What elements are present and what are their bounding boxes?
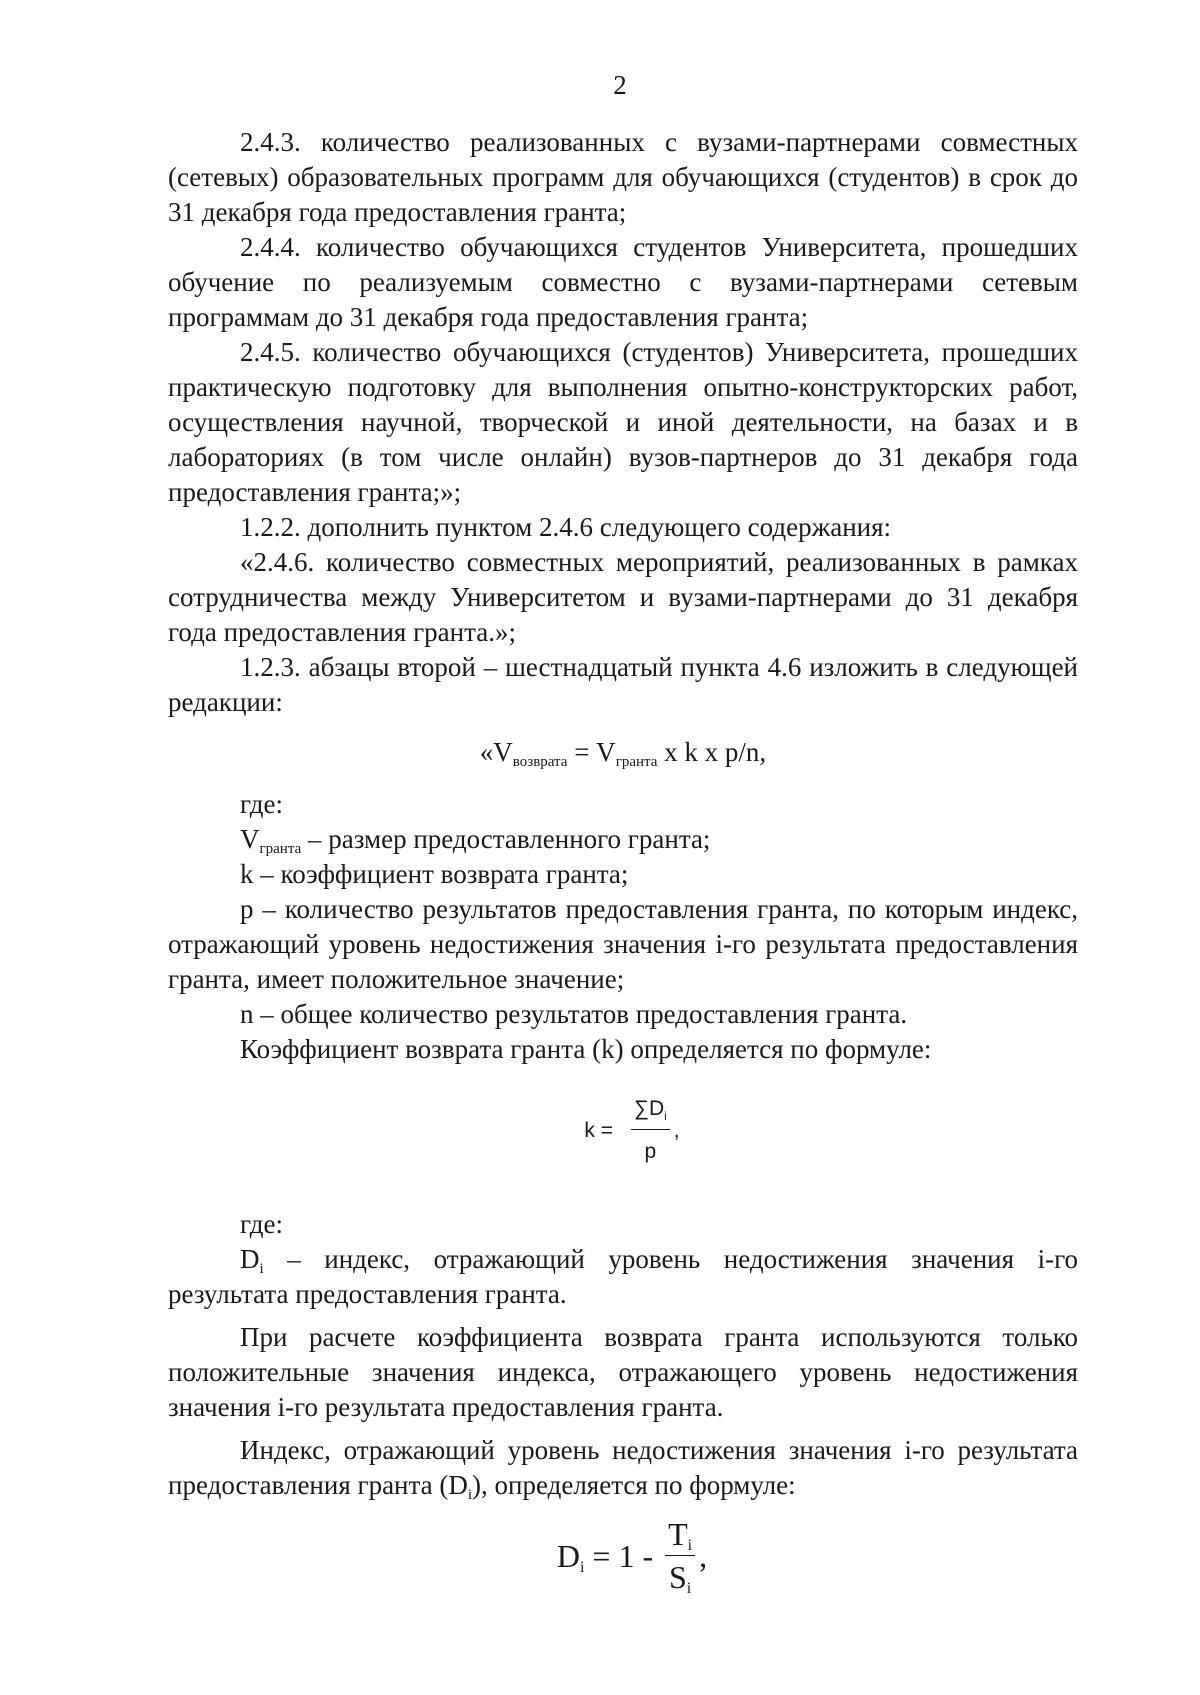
where-label-2: где: (240, 1209, 283, 1239)
paragraph-2-4-3: 2.4.3. количество реализованных с вузами-партнерами совместных (сетевых) образовательных программ для обучающихся (студентов) в срок до 31 декабря года предоставления гранта; (168, 127, 1078, 227)
k-formula-intro: Коэффициент возврата гранта (k) определяется по формуле: (240, 1034, 932, 1064)
paragraph-1-2-2: 1.2.2. дополнить пунктом 2.4.6 следующего содержания: (240, 512, 892, 542)
formula-v-return: «$V_{возврата} = V_{гранта}$ x k x p/n, (479, 737, 767, 770)
page-number: 2 (613, 70, 627, 100)
index-formula-intro: Индекс, отражающий уровень недостижения значения i-го результата предоставления гранта $(D_i)$, определяется по формуле: (168, 1435, 1078, 1503)
paragraph-2-4-5: 2.4.5. количество обучающихся (студентов) Университета, прошедших практическую подготовку для выполнения опытно-конструкторских работ, осуществления научной, творческой и иной деятельности, на базах и в лабораториях (в том числе онлайн) вузов-партнеров до 31 декабря года предоставления гранта;»; (168, 337, 1078, 507)
paragraph-2-4-4: 2.4.4. количество обучающихся студентов Университета, прошедших обучение по реализуемым совместно с вузами-партнерами сетевым программам до 31 декабря года предоставления гранта; (168, 232, 1078, 332)
paragraph-2-4-6: «2.4.6. количество совместных мероприятий, реализованных в рамках сотрудничества между Университетом и вузами-партнерами до 31 декабря года предоставления гранта.»; (168, 547, 1078, 647)
formula-di: $D_i$ = 1 - $\frac{T_i}{S_i}$ , (556, 1516, 708, 1597)
formula-k: k = $\frac{\sum D_i}{p}$ , (168, 1091, 1078, 1169)
where-label-1: где: (240, 789, 283, 819)
definition-n: n – общее количество результатов предоставления гранта. (240, 999, 908, 1029)
fraction-ts: $\frac{T_i}{S_i}$ (665, 1517, 695, 1595)
fraction-k: $\frac{\sum D_i}{p}$ (631, 1091, 670, 1169)
definition-p: р – количество результатов предоставления гранта, по которым индекс, отражающий уровень недостижения значения i-го результата предоставления гранта, имеет положительное значение; (168, 894, 1078, 994)
paragraph-1-2-3: 1.2.3. абзацы второй – шестнадцатый пункта 4.6 изложить в следующей редакции: (168, 652, 1078, 717)
definition-di: $D_i$ – индекс, отражающий уровень недостижения значения i-го результата предоставления гранта. (168, 1244, 1078, 1309)
document-body (168, 125, 1078, 1595)
positive-values-note: При расчете коэффициента возврата гранта используются только положительные значения индекса, отражающего уровень недостижения значения i-го результата предоставления гранта. (168, 1322, 1078, 1422)
definition-v-grant: $V_{гранта}$ – размер предоставленного гранта; (240, 824, 711, 857)
definition-k: k – коэффициент возврата гранта; (240, 859, 629, 889)
